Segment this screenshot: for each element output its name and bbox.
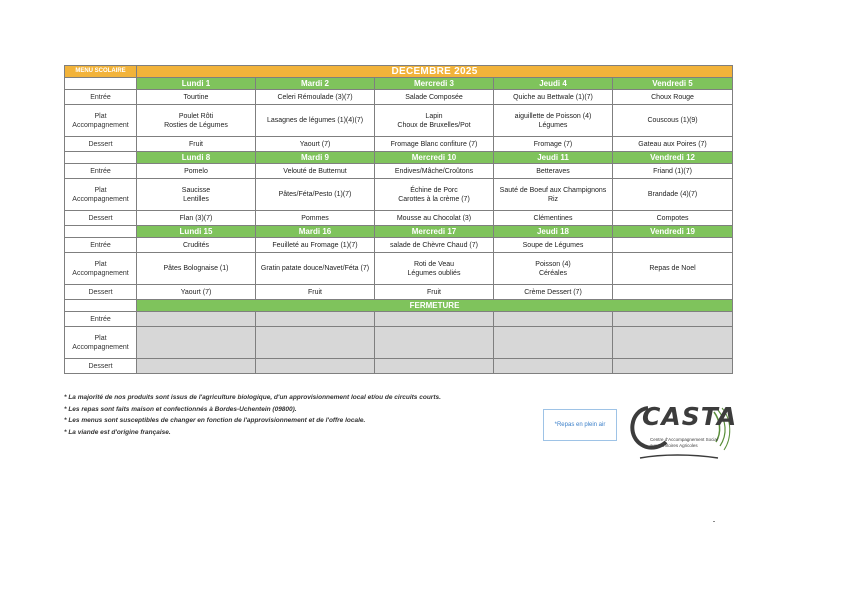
closed-plat-row [65,327,733,359]
dish-line: Légumes [538,121,568,129]
entree-cell: salade de Chèvre Chaud (7) [375,238,494,253]
dessert-cell: Mousse au Chocolat (3) [375,211,494,226]
entree-cell: Salade Composée [375,90,494,105]
dessert-label [65,137,137,152]
plat-cell [613,179,733,211]
day-header: Mardi 16 [256,226,375,238]
dessert-cell: Compotes [613,211,733,226]
day-header: Mardi 9 [256,152,375,164]
plat-label-line: Plat [94,112,107,120]
plat-label [65,327,137,359]
plat-cell [256,179,375,211]
plat-cell [256,105,375,137]
plein-air-legend: *Repas en plein air [543,409,617,441]
dish-line: Pâtes Bolognaise (1) [163,265,229,272]
dessert-cell: Yaourt (7) [137,285,256,300]
entree-cell: Endives/Mâche/Croûtons [375,164,494,179]
dish-line: Roti de Veau [413,260,455,268]
closed-cell [613,359,733,374]
dish-line: Couscous (1)(9) [647,117,698,124]
plat-cell [375,253,494,285]
plat-label [65,179,137,211]
dessert-cell: Pommes [256,211,375,226]
dessert-cell: Fromage (7) [494,137,613,152]
dish-line: aiguillette de Poisson (4) [514,112,592,120]
plat-cell [494,179,613,211]
entree-cell: Tourtine [137,90,256,105]
entree-label-line: Entrée [90,241,111,249]
closed-cell [494,312,613,327]
plat-label [65,253,137,285]
day-header: Lundi 1 [137,78,256,90]
dish-line: Échine de Porc [410,186,458,194]
dessert-label-line: Dessert [88,140,113,148]
title-row [65,66,733,78]
plat-cell [375,105,494,137]
plat-label-line: Accompagnement [72,269,129,277]
entree-label [65,90,137,105]
casta-logo [622,398,738,468]
dessert-row [65,211,733,226]
footnote: * La majorité de nos produits sont issus de l'agriculture biologique, d'un approvisionnement local et/ou de circuits courts. [64,394,441,401]
closed-cell [613,327,733,359]
closed-dessert-row [65,359,733,374]
day-header: Vendredi 12 [613,152,733,164]
dish-line: Lentilles [183,195,209,203]
footnote: * Les menus sont susceptibles de changer en fonction de l'approvisionnement et de l'offre locale. [64,417,366,424]
fermeture-row [65,300,733,312]
closed-cell [613,312,733,327]
dish-line: Poulet Rôti [178,112,214,120]
row-label-blank [65,226,137,238]
entree-label [65,238,137,253]
entree-label-line: Entrée [90,167,111,175]
dish-line: Choux de Bruxelles/Pot [397,121,471,129]
row-label-blank [65,300,137,312]
dish-line: Pâtes/Féta/Pesto (1)(7) [278,191,352,198]
day-header-row [65,226,733,238]
footnotes [64,392,534,438]
closed-cell [137,312,256,327]
logo-tagline-1: Centre d'Accompagnement Social [650,437,718,442]
entree-cell: Celeri Rémoulade (3)(7) [256,90,375,105]
plat-label [65,105,137,137]
day-header: Jeudi 4 [494,78,613,90]
dish-line: Rosties de Légumes [164,121,228,129]
dish-line: Lasagnes de légumes (1)(4)(7) [266,117,364,124]
plat-cell [494,105,613,137]
plat-cell [137,105,256,137]
dessert-row [65,137,733,152]
dish-line: Brandade (4)(7) [647,191,698,198]
day-header-row [65,78,733,90]
plat-cell [256,253,375,285]
dessert-label-line: Dessert [88,288,113,296]
dessert-cell: Gateau aux Poires (7) [613,137,733,152]
plat-cell [613,105,733,137]
dish-line: Poisson (4) [535,260,571,268]
entree-label-line: Entrée [90,315,111,323]
month-title: DECEMBRE 2025 [137,66,733,78]
menu-body [65,66,733,374]
closed-cell [494,327,613,359]
plat-label-line: Accompagnement [72,121,129,129]
dish-line: Repas de Noel [649,265,696,272]
dessert-cell: Clémentines [494,211,613,226]
dessert-label [65,359,137,374]
entree-label [65,312,137,327]
entree-row [65,238,733,253]
entree-label [65,164,137,179]
closed-cell [256,312,375,327]
entree-cell: Choux Rouge [613,90,733,105]
menu-label: MENU SCOLAIRE [65,66,137,78]
dessert-cell: Flan (3)(7) [137,211,256,226]
dessert-cell: Fromage Blanc confiture (7) [375,137,494,152]
dessert-label-line: Dessert [88,214,113,222]
dessert-row [65,285,733,300]
day-header: Vendredi 5 [613,78,733,90]
closed-cell [375,312,494,327]
entree-cell: Velouté de Butternut [256,164,375,179]
dish-line: Saucisse [181,186,211,194]
plat-row [65,105,733,137]
logo-tagline-2: aux Territoires Agricoles [650,443,698,448]
closed-cell [137,359,256,374]
dish-line: Légumes oubliés [407,269,461,277]
entree-row [65,164,733,179]
day-header: Mercredi 10 [375,152,494,164]
row-label-blank [65,78,137,90]
entree-cell: Friand (1)(7) [613,164,733,179]
closed-cell [375,327,494,359]
plat-row [65,179,733,211]
dessert-cell: Fruit [256,285,375,300]
plat-label-line: Accompagnement [72,195,129,203]
plat-cell [137,253,256,285]
day-header: Lundi 8 [137,152,256,164]
plat-label-line: Accompagnement [72,343,129,351]
entree-cell [613,238,733,253]
footnote: * Les repas sont faits maison et confectionnés à Bordes-Uchentein (09800). [64,405,297,413]
plat-label-line: Plat [94,260,107,268]
day-header: Jeudi 18 [494,226,613,238]
day-header: Jeudi 11 [494,152,613,164]
entree-label-line: Entrée [90,93,111,101]
dish-line: Riz [547,195,559,203]
dessert-label-line: Dessert [88,362,113,370]
menu-table [64,65,733,374]
dish-line: Céréales [538,269,567,277]
fermeture-header: FERMETURE [137,300,733,312]
plat-row [65,253,733,285]
dessert-cell: Fruit [137,137,256,152]
entree-cell: Soupe de Légumes [494,238,613,253]
plat-cell [613,253,733,285]
plat-cell [137,179,256,211]
dish-line: Lapin [425,112,443,120]
dessert-cell: Fruit [375,285,494,300]
closed-cell [494,359,613,374]
day-header-row [65,152,733,164]
plat-label-line: Plat [94,334,107,342]
entree-cell: Betteraves [494,164,613,179]
entree-cell: Feuilleté au Fromage (1)(7) [256,238,375,253]
day-header: Mardi 2 [256,78,375,90]
entree-cell: Crudités [137,238,256,253]
closed-cell [137,327,256,359]
logo-wordmark: CASTA [642,402,738,431]
closed-cell [256,359,375,374]
closed-entree-row [65,312,733,327]
entree-cell: Pomelo [137,164,256,179]
dish-line: Sauté de Boeuf aux Champignons [499,186,607,194]
entree-row [65,90,733,105]
day-header: Vendredi 19 [613,226,733,238]
dessert-cell: Yaourt (7) [256,137,375,152]
row-label-blank [65,152,137,164]
day-header: Mercredi 3 [375,78,494,90]
dish-line: Gratin patate douce/Navet/Féta (7) [260,265,370,272]
plat-label-line: Plat [94,186,107,194]
dessert-cell: Crème Dessert (7) [494,285,613,300]
plat-cell [375,179,494,211]
dessert-cell [613,285,733,300]
plat-cell [494,253,613,285]
dessert-label [65,211,137,226]
closed-cell [375,359,494,374]
footnote: * La viande est d'origine française. [64,428,171,436]
closed-cell [256,327,375,359]
scan-speck [713,521,715,522]
entree-cell: Quiche au Bettwale (1)(7) [494,90,613,105]
dish-line: Carottes à la crème (7) [398,195,470,203]
day-header: Mercredi 17 [375,226,494,238]
dessert-label [65,285,137,300]
day-header: Lundi 15 [137,226,256,238]
